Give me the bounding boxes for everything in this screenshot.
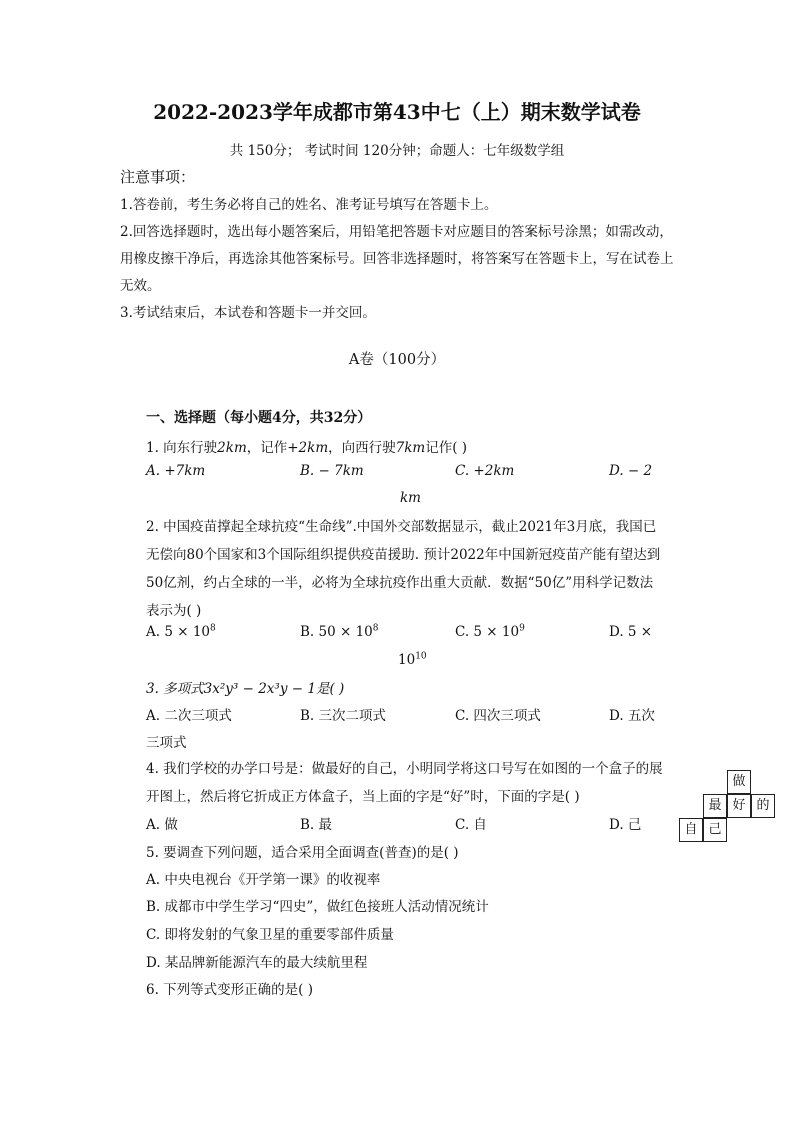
net-cell: 做	[727, 770, 751, 794]
q5-option-a: A. 中央电视台《开学第一课》的收视率	[146, 872, 381, 888]
q1-option-d-wrap: km	[400, 490, 421, 506]
q1-value: 2km	[217, 440, 247, 456]
q2-option-d-wrap-exp: 10	[415, 651, 427, 662]
q4-option-a: A. 做	[146, 817, 178, 833]
q1-text: ，记作	[246, 440, 288, 456]
q2-option-d: D. 5 ×	[609, 624, 653, 640]
page-subtitle: 共 150分； 考试时间 120分钟；命题人：七年级数学组	[229, 143, 565, 159]
net-cell: 最	[703, 794, 727, 818]
q1-text: 1. 向东行驶	[146, 440, 218, 456]
q1-value: 7km	[395, 440, 426, 456]
q1-option-b: B. − 7km	[300, 463, 364, 479]
q1-value: +2km	[287, 440, 329, 456]
q4-option-b: B. 最	[300, 817, 333, 833]
q2-option-a-exp: 8	[210, 623, 216, 634]
q1-option-d: D. − 2	[609, 463, 653, 479]
q1-option-a: A. +7km	[146, 463, 206, 479]
question-4-stem: 4. 我们学校的办学口号是：做最好的自己，小明同学将这口号写在如图的一个盒子的展开图上，然后将它折成正方体盒子，当上面的字是“好”时，下面的字是( )	[146, 761, 663, 805]
q2-option-d-wrap	[398, 652, 427, 668]
q3-option-b: B. 三次二项式	[300, 708, 387, 724]
question-5-stem: 5. 要调查下列问题，适合采用全面调查(普查)的是( )	[146, 845, 459, 861]
part-heading: A卷（100分）	[348, 352, 446, 368]
q2-option-d-wrap-text: 10	[398, 652, 416, 668]
q1-option-c: C. +2km	[455, 463, 515, 479]
q5-option-b: B. 成都市中学生学习“四史”，做红色接班人活动情况统计	[146, 899, 489, 915]
q2-option-a	[146, 624, 216, 640]
question-3-stem: 3. 多项式3x²y³ − 2x³y − 1是( )	[146, 681, 345, 697]
q2-option-b-text: B. 50 × 10	[300, 624, 373, 640]
q3-option-a: A. 二次三项式	[146, 708, 232, 724]
q2-option-b-exp: 8	[372, 623, 379, 634]
question-1-stem	[146, 436, 467, 456]
q4-option-d: D. 己	[609, 817, 642, 833]
q2-option-a-text: A. 5 × 10	[146, 624, 210, 640]
note-item: 3.考试结束后，本试卷和答题卡一并交回。	[120, 305, 376, 321]
notes-title: 注意事项：	[120, 168, 196, 186]
question-2-stem: 2. 中国疫苗撑起全球抗疫“生命线”.中国外交部数据显示，截止2021年3月底，我国已无偿向80个国家和3个国际组织提供疫苗援助. 预计2022年中国新冠疫苗产能有望达到50亿剂，约占全球的一半，必将为全球抗疫作出重大贡献．数据“50亿”用科学记数法表示为( )	[146, 519, 661, 619]
section-heading: 一、选择题（每小题4分，共32分）	[146, 410, 372, 426]
q5-option-c: C. 即将发射的气象卫星的重要零部件质量	[146, 927, 394, 943]
net-cell: 的	[751, 794, 775, 818]
question-6-stem: 6. 下列等式变形正确的是( )	[146, 982, 313, 998]
q1-text: ，向西行驶	[328, 440, 396, 456]
net-cell: 自	[679, 818, 703, 842]
q5-option-d: D. 某品牌新能源汽车的最大续航里程	[146, 955, 368, 971]
net-cell: 好	[727, 794, 751, 818]
q2-option-c	[455, 624, 525, 640]
net-cell: 己	[703, 818, 727, 842]
q1-text: 记作( )	[425, 440, 468, 456]
q2-option-c-text: C. 5 × 10	[455, 624, 520, 640]
q3-option-d-wrap: 三项式	[146, 735, 187, 751]
q2-option-c-exp: 9	[519, 623, 525, 634]
q3-option-c: C. 四次三项式	[455, 708, 541, 724]
q3-option-d: D. 五次	[609, 708, 655, 724]
note-item: 2.回答选择题时，选出每小题答案后，用铅笔把答题卡对应题目的答案标号涂黑；如需改动，用橡皮擦干净后，再选涂其他答案标号。回答非选择题时，将答案写在答题卡上，写在试卷上无效。	[120, 224, 674, 294]
q2-option-b	[300, 624, 379, 640]
q4-option-c: C. 自	[455, 817, 487, 833]
page-title: 2022-2023学年成都市第43中七（上）期末数学试卷	[153, 100, 641, 124]
note-item: 1.答卷前，考生务必将自己的姓名、准考证号填写在答题卡上。	[120, 197, 498, 213]
